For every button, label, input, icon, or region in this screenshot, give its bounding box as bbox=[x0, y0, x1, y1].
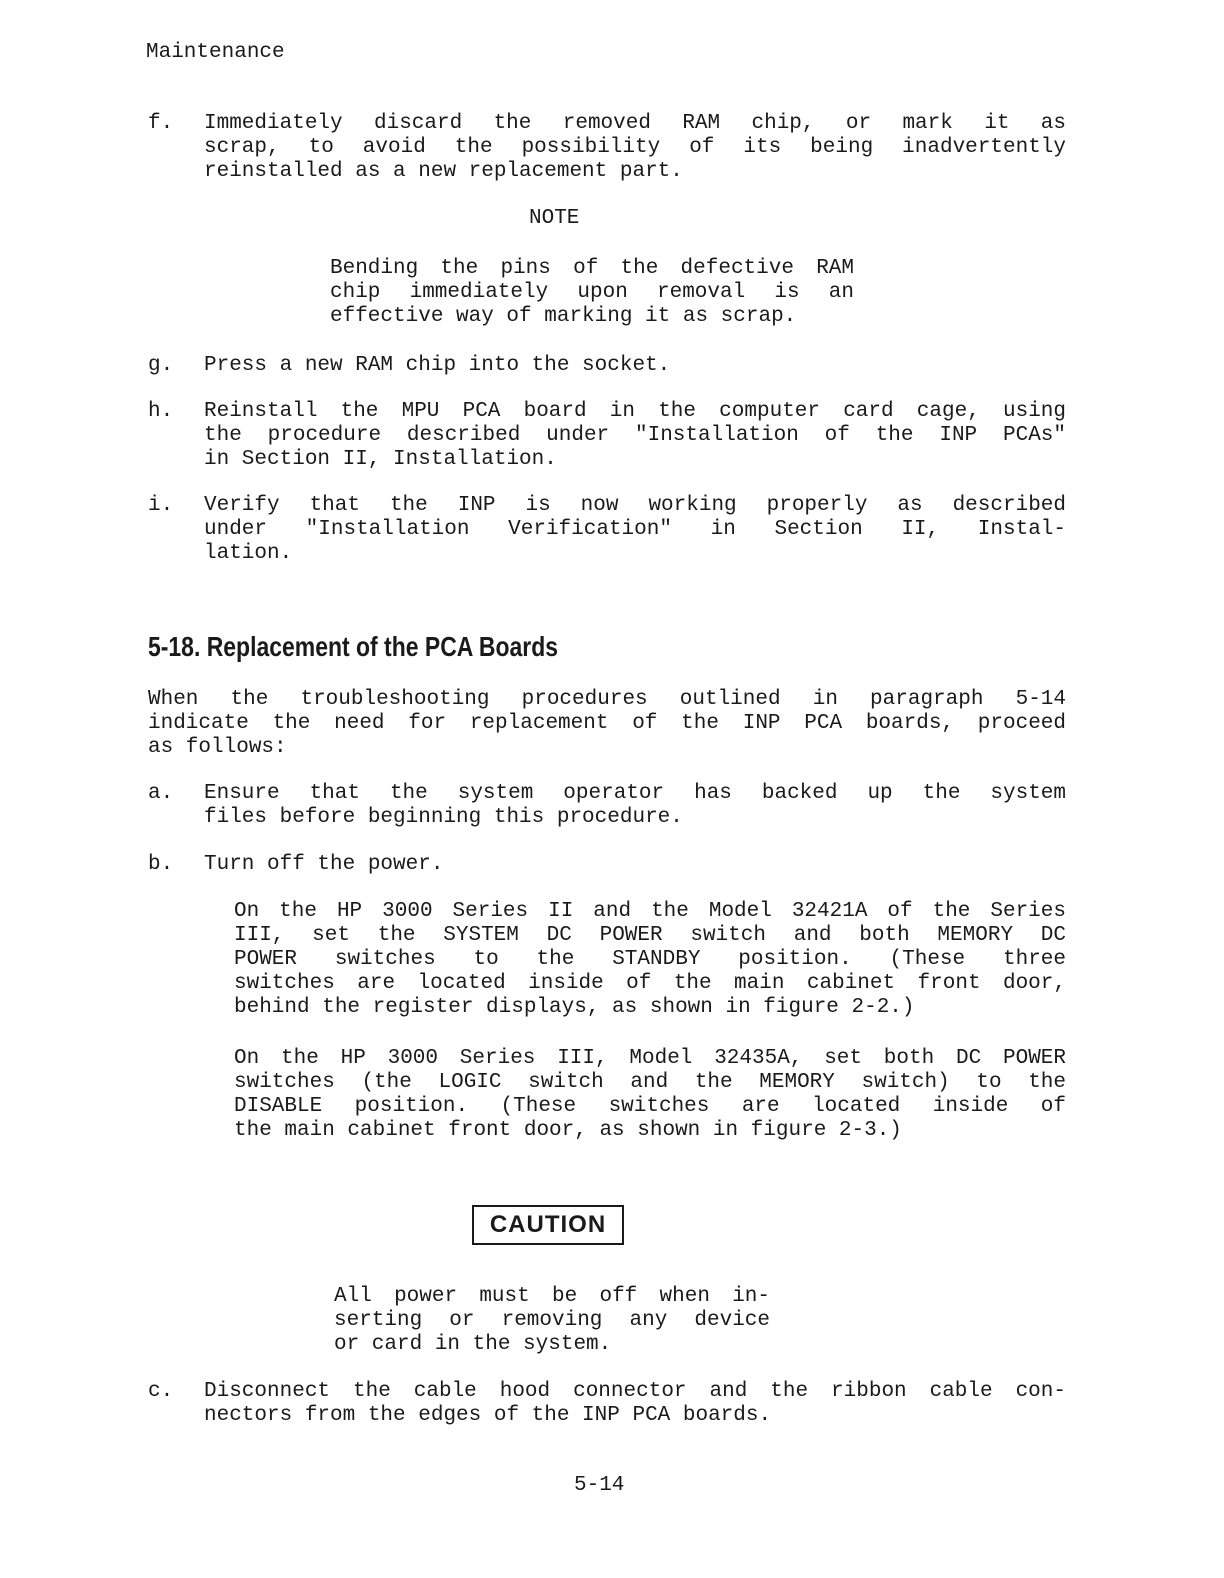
text-line: effective way of marking it as scrap. bbox=[330, 305, 797, 328]
text-line: Reinstall the MPU PCA board in the computer card cage, using bbox=[204, 400, 1066, 423]
power-paragraph-series-ii bbox=[234, 900, 1066, 1020]
item-text bbox=[204, 354, 1066, 378]
text-line: DISABLE position. (These switches are located inside of bbox=[234, 1095, 1066, 1118]
text-line: reinstalled as a new replacement part. bbox=[204, 160, 683, 183]
text-line: Ensure that the system operator has backed up the system bbox=[204, 782, 1066, 805]
item-label: a. bbox=[148, 782, 174, 805]
text-line: the main cabinet front door, as shown in figure 2-3.) bbox=[234, 1119, 902, 1142]
note-body bbox=[330, 257, 854, 329]
item-label: g. bbox=[148, 354, 174, 377]
caution-label: CAUTION bbox=[472, 1205, 624, 1245]
section-heading: 5-18. Replacement of the PCA Boards bbox=[148, 631, 558, 662]
text-line: On the HP 3000 Series II and the Model 32421A of the Series bbox=[234, 900, 1066, 923]
item-label: f. bbox=[148, 112, 174, 135]
item-text bbox=[204, 1380, 1066, 1428]
text-line: the procedure described under "Installation of the INP PCAs" bbox=[204, 424, 1066, 447]
text-line: Press a new RAM chip into the socket. bbox=[204, 354, 671, 377]
item-text bbox=[204, 853, 1066, 877]
text-line: nectors from the edges of the INP PCA boards. bbox=[204, 1404, 772, 1427]
text-line: When the troubleshooting procedures outlined in paragraph 5-14 bbox=[148, 688, 1066, 711]
text-line: Turn off the power. bbox=[204, 853, 444, 876]
text-line: indicate the need for replacement of the INP PCA boards, proceed bbox=[148, 712, 1066, 735]
caution-body bbox=[334, 1285, 770, 1357]
text-line: in Section II, Installation. bbox=[204, 448, 557, 471]
item-label: b. bbox=[148, 853, 174, 876]
item-label: c. bbox=[148, 1380, 174, 1403]
text-line: behind the register displays, as shown in figure 2-2.) bbox=[234, 996, 915, 1019]
item-text bbox=[204, 494, 1066, 566]
text-line: lation. bbox=[204, 542, 293, 565]
note-heading: NOTE bbox=[529, 207, 580, 230]
text-line: POWER switches to the STANDBY position. (These three bbox=[234, 948, 1066, 971]
text-line: switches are located inside of the main cabinet front door, bbox=[234, 972, 1066, 995]
running-header: Maintenance bbox=[146, 41, 285, 64]
item-text bbox=[204, 112, 1066, 184]
text-line: files before beginning this procedure. bbox=[204, 806, 683, 829]
intro-paragraph bbox=[148, 688, 1066, 760]
text-line: or card in the system. bbox=[334, 1333, 612, 1356]
item-text bbox=[204, 782, 1066, 830]
power-paragraph-series-iii bbox=[234, 1047, 1066, 1143]
text-line: Immediately discard the removed RAM chip, or mark it as bbox=[204, 112, 1066, 135]
text-line: as follows: bbox=[148, 736, 287, 759]
text-line: On the HP 3000 Series III, Model 32435A, set both DC POWER bbox=[234, 1047, 1066, 1070]
text-line: under "Installation Verification" in Section II, Instal- bbox=[204, 518, 1066, 541]
text-line: III, set the SYSTEM DC POWER switch and both MEMORY DC bbox=[234, 924, 1066, 947]
text-line: switches (the LOGIC switch and the MEMORY switch) to the bbox=[234, 1071, 1066, 1094]
item-label: h. bbox=[148, 400, 174, 423]
text-line: serting or removing any device bbox=[334, 1309, 770, 1332]
text-line: scrap, to avoid the possibility of its being inadvertently bbox=[204, 136, 1066, 159]
text-line: All power must be off when in- bbox=[334, 1285, 770, 1308]
text-line: Disconnect the cable hood connector and the ribbon cable con- bbox=[204, 1380, 1066, 1403]
text-line: chip immediately upon removal is an bbox=[330, 281, 854, 304]
text-line: Verify that the INP is now working properly as described bbox=[204, 494, 1066, 517]
text-line: Bending the pins of the defective RAM bbox=[330, 257, 854, 280]
page-number: 5-14 bbox=[574, 1474, 625, 1497]
item-label: i. bbox=[148, 494, 174, 517]
item-text bbox=[204, 400, 1066, 472]
